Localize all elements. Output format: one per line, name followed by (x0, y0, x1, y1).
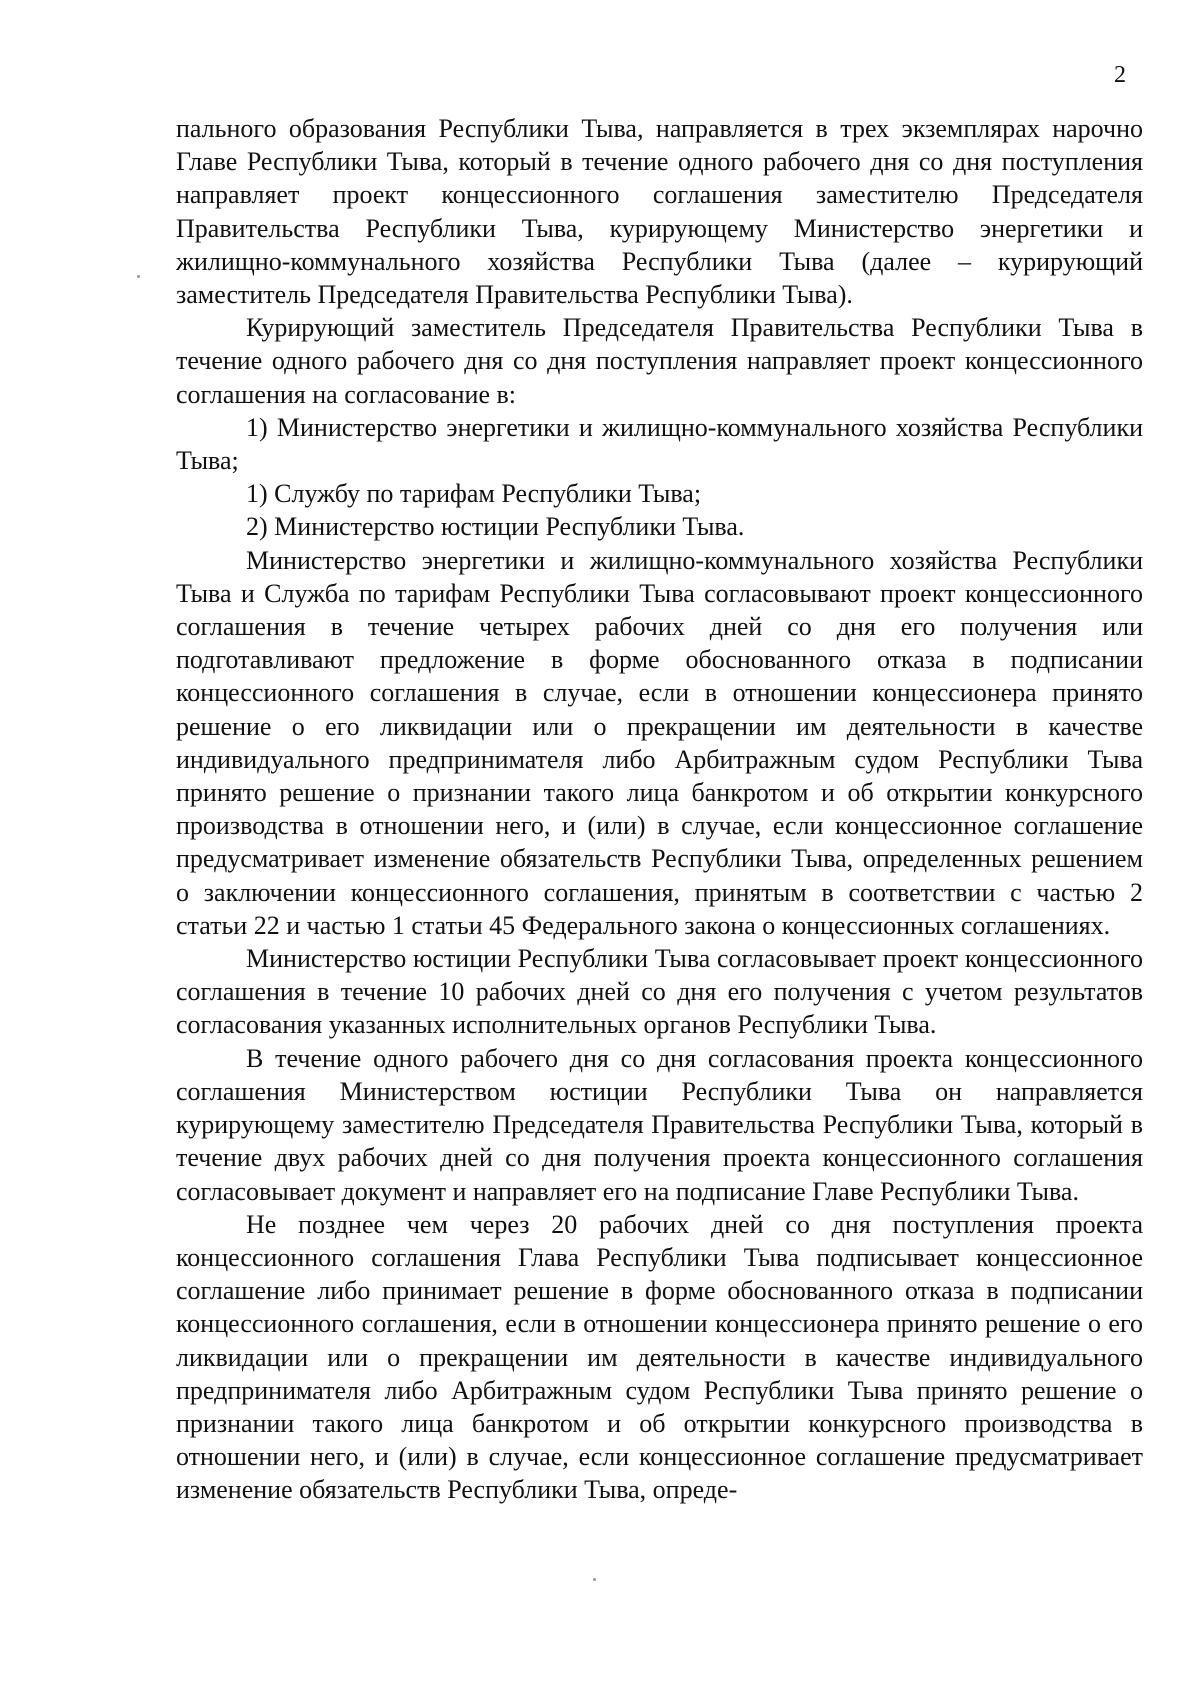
paragraph-continuation: пального образования Республики Тыва, направляется в трех экземплярах нарочно Главе Республики Тыва, который в течение одного рабочего дня со дня поступления направляет проект концессионного соглашения заместителю Председателя Правительства Республики Тыва, курирующему Министерство энергетики и жилищно-коммунального хозяйства Республики Тыва (далее – курирующий заместитель Председателя Правительства Республики Тыва). (176, 114, 1143, 310)
document-body (176, 112, 1143, 1507)
paragraph: В течение одного рабочего дня со дня согласования проекта концессионного соглашения Министерством юстиции Республики Тыва он направляется курирующему заместителю Председателя Правительства Республики Тыва, который в течение двух рабочих дней со дня получения проекта концессионного соглашения согласовывает документ и направляет его на подписание Главе Республики Тыва. (176, 1043, 1143, 1206)
paragraph: Не позднее чем через 20 рабочих дней со дня поступления проекта концессионного соглашения Глава Республики Тыва подписывает концессионное соглашение либо принимает решение в форме обоснованного отказа в подписании концессионного соглашения, если в отношении концессионера принято решение о его ликвидации или о прекращении им деятельности в качестве индивидуального предпринимателя либо Арбитражным судом Республики Тыва принято решение о признании такого лица банкротом и об открытии конкурсного производства в отношении него, и (или) в случае, если концессионное соглашение предусматривает изменение обязательств Республики Тыва, опреде- (176, 1209, 1143, 1505)
paragraph: Министерство энергетики и жилищно-коммунального хозяйства Республики Тыва и Служба по тарифам Республики Тыва согласовывают проект концессионного соглашения в течение четырех рабочих дней со дня его получения или подготавливают предложение в форме обоснованного отказа в подписании концессионного соглашения в случае, если в отношении концессионера принято решение о его ликвидации или о прекращении им деятельности в качестве индивидуального предпринимателя либо Арбитражным судом Республики Тыва принято решение о признании такого лица банкротом и об открытии конкурсного производства в отношении него, и (или) в случае, если концессионное соглашение предусматривает изменение обязательств Республики Тыва, определенных решением о заключении концессионного соглашения, принятым в соответствии с частью 2 статьи 22 и частью 1 статьи 45 Федерального закона о концессионных соглашениях. (176, 545, 1143, 940)
scan-artifact (137, 275, 140, 278)
scan-artifact (593, 1578, 596, 1581)
paragraph: Министерство юстиции Республики Тыва согласовывает проект концессионного соглашения в течение 10 рабочих дней со дня его получения с учетом результатов согласования указанных исполнительных органов Республики Тыва. (176, 944, 1143, 1040)
list-item: 1) Службу по тарифам Республики Тыва; (246, 479, 702, 509)
paragraph: Курирующий заместитель Председателя Правительства Республики Тыва в течение одного рабочего дня со дня поступления направляет проект концессионного соглашения на согласование в: (176, 313, 1143, 409)
list-item: 2) Министерство юстиции Республики Тыва. (246, 512, 745, 542)
page-number: 2 (1114, 62, 1126, 88)
list-item: 1) Министерство энергетики и жилищно-коммунального хозяйства Республики Тыва; (176, 412, 1143, 476)
